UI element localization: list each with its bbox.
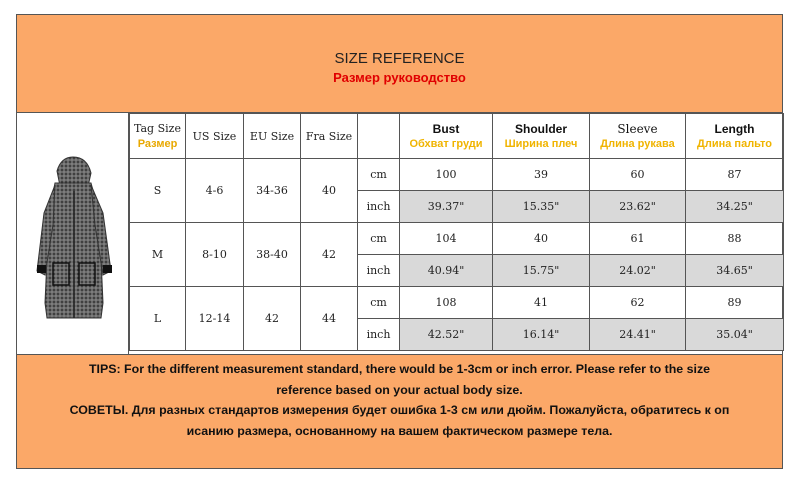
length-inch: 34.25" [686,191,784,223]
bust-inch: 42.52" [400,319,493,351]
product-photo [17,113,129,354]
tag-size-cell: L [130,287,186,351]
us-size-cell: 4-6 [186,159,244,223]
unit-inch: inch [358,255,400,287]
sleeve-cm: 61 [590,223,686,255]
col-eu-size: EU Size [244,114,301,159]
shoulder-cm: 41 [493,287,590,319]
shoulder-cm: 39 [493,159,590,191]
length-inch: 35.04" [686,319,784,351]
unit-cm: cm [358,223,400,255]
col-unit [358,114,400,159]
fra-size-cell: 42 [301,223,358,287]
tag-size-cell: M [130,223,186,287]
sleeve-inch: 24.02" [590,255,686,287]
length-cm: 89 [686,287,784,319]
fra-size-cell: 40 [301,159,358,223]
size-chart-header [16,14,783,113]
length-cm: 88 [686,223,784,255]
sleeve-cm: 60 [590,159,686,191]
bust-cm: 104 [400,223,493,255]
bust-inch: 39.37" [400,191,493,223]
eu-size-cell: 42 [244,287,301,351]
tips-line-en-2: reference based on your actual body size. [276,382,523,397]
shoulder-cm: 40 [493,223,590,255]
tips-line-en-1: TIPS: For the different measurement standard, there would be 1-3cm or inch error. Please refer to the size [88,362,711,376]
shoulder-inch: 15.35" [493,191,590,223]
bust-cm: 108 [400,287,493,319]
raincoat-image [17,113,129,354]
sleeve-cm: 62 [590,287,686,319]
tips-line-ru-1: СОВЕТЫ. Для разных стандартов измерения будет ошибка 1-3 см или дюйм. Пожалуйста, обратитесь к оп [69,403,730,417]
length-inch: 34.65" [686,255,784,287]
us-size-cell: 12-14 [186,287,244,351]
table-row-m-cm [130,223,784,255]
bust-inch: 40.94" [400,255,493,287]
col-length: Length Длина пальто [686,114,784,159]
chart-subtitle-ru: Размер руководство [333,70,466,85]
tips-line-ru-2: исанию размера, основанному на вашем фактическом размере тела. [186,423,613,438]
chart-title: SIZE REFERENCE [334,50,465,67]
tips-box [16,354,783,469]
table-header-row [130,114,784,159]
unit-cm: cm [358,287,400,319]
tag-size-cell: S [130,159,186,223]
us-size-cell: 8-10 [186,223,244,287]
length-cm: 87 [686,159,784,191]
shoulder-inch: 15.75" [493,255,590,287]
sleeve-inch: 23.62" [590,191,686,223]
col-sleeve: Sleeve Длина рукава [590,114,686,159]
size-table [129,113,784,351]
unit-inch: inch [358,191,400,223]
col-shoulder: Shoulder Ширина плеч [493,114,590,159]
unit-cm: cm [358,159,400,191]
table-row-l-cm [130,287,784,319]
shoulder-inch: 16.14" [493,319,590,351]
unit-inch: inch [358,319,400,351]
col-us-size: US Size [186,114,244,159]
col-tag-size: Tag Size Размер [130,114,186,159]
eu-size-cell: 38-40 [244,223,301,287]
fra-size-cell: 44 [301,287,358,351]
table-row-s-cm [130,159,784,191]
eu-size-cell: 34-36 [244,159,301,223]
col-bust: Bust Обхват груди [400,114,493,159]
bust-cm: 100 [400,159,493,191]
col-fra-size: Fra Size [301,114,358,159]
sleeve-inch: 24.41" [590,319,686,351]
